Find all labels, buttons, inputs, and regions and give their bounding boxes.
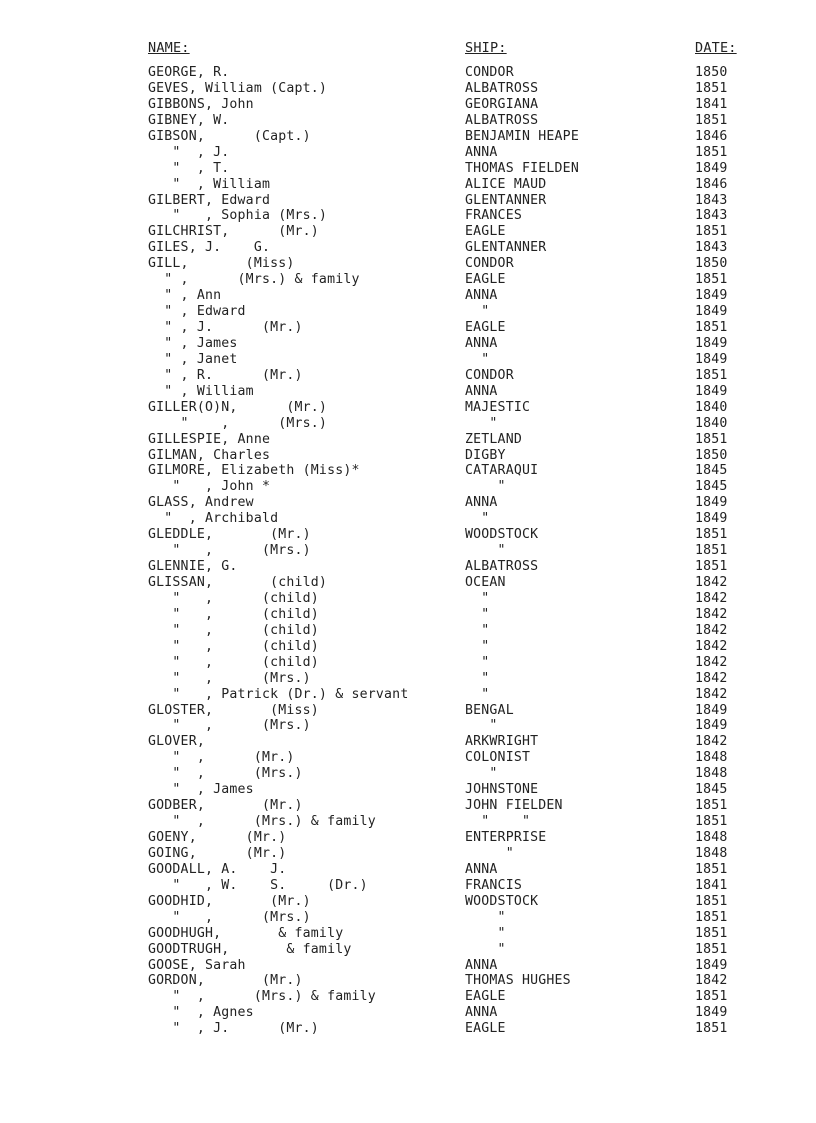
- ship-name: ANNA: [465, 288, 498, 304]
- ship-name: FRANCES: [465, 208, 522, 224]
- passenger-name: " , (Mrs.) & family: [148, 814, 376, 830]
- table-row: [0, 463, 816, 479]
- ship-name: ": [465, 766, 498, 782]
- table-row: [0, 543, 816, 559]
- ship-name: WOODSTOCK: [465, 893, 539, 909]
- ship-name: DIGBY: [465, 447, 506, 463]
- arrival-date: 1851: [695, 925, 728, 941]
- arrival-date: 1842: [695, 670, 728, 686]
- passenger-name: GIBSON, (Capt.): [148, 128, 311, 144]
- passenger-name: GOODHID, (Mr.): [148, 893, 311, 909]
- arrival-date: 1851: [695, 559, 728, 575]
- table-row: [0, 145, 816, 161]
- arrival-date: 1842: [695, 686, 728, 702]
- passenger-name: GOING, (Mr.): [148, 845, 287, 861]
- arrival-date: 1849: [695, 304, 728, 320]
- arrival-date: 1840: [695, 399, 728, 415]
- table-row: [0, 607, 816, 623]
- passenger-name: GOODTRUGH, & family: [148, 941, 352, 957]
- passenger-name: " , (Mrs.): [148, 543, 311, 559]
- arrival-date: 1851: [695, 272, 728, 288]
- passenger-name: GILMORE, Elizabeth (Miss)*: [148, 463, 360, 479]
- ship-name: ": [465, 654, 490, 670]
- arrival-date: 1849: [695, 718, 728, 734]
- ship-name: THOMAS HUGHES: [465, 973, 571, 989]
- table-row: [0, 336, 816, 352]
- table-row: [0, 814, 816, 830]
- arrival-date: 1851: [695, 431, 728, 447]
- table-row: [0, 989, 816, 1005]
- arrival-date: 1851: [695, 798, 728, 814]
- table-row: [0, 782, 816, 798]
- ship-name: ": [465, 543, 506, 559]
- table-row: [0, 910, 816, 926]
- arrival-date: 1851: [695, 80, 728, 96]
- passenger-name: " , (Mrs.): [148, 415, 328, 431]
- arrival-date: 1849: [695, 511, 728, 527]
- arrival-date: 1850: [695, 65, 728, 80]
- passenger-name: " , (Mrs.): [148, 766, 303, 782]
- passenger-name: " , T.: [148, 160, 230, 176]
- arrival-date: 1851: [695, 861, 728, 877]
- arrival-date: 1843: [695, 192, 728, 208]
- passenger-name: " , W. S. (Dr.): [148, 877, 368, 893]
- arrival-date: 1851: [695, 144, 728, 160]
- arrival-date: 1849: [695, 351, 728, 367]
- passenger-name: GILBERT, Edward: [148, 192, 271, 208]
- passenger-name: GEVES, William (Capt.): [148, 80, 328, 96]
- arrival-date: 1851: [695, 814, 728, 830]
- passenger-name: GLEDDLE, (Mr.): [148, 527, 311, 543]
- passenger-name: " , Janet: [148, 351, 238, 367]
- table-row: [0, 177, 816, 193]
- ship-name: EAGLE: [465, 989, 506, 1005]
- table-row: [0, 129, 816, 145]
- table-row: [0, 671, 816, 687]
- passenger-name: " , William: [148, 176, 271, 192]
- ship-name: GLENTANNER: [465, 240, 547, 256]
- ship-name: BENJAMIN HEAPE: [465, 128, 579, 144]
- table-row: [0, 734, 816, 750]
- ship-name: ": [465, 590, 490, 606]
- arrival-date: 1840: [695, 415, 728, 431]
- passenger-name: " , Edward: [148, 304, 246, 320]
- passenger-name: " , William: [148, 383, 254, 399]
- arrival-date: 1842: [695, 973, 728, 989]
- passenger-name: GILLER(O)N, (Mr.): [148, 399, 328, 415]
- table-row: [0, 256, 816, 272]
- arrival-date: 1842: [695, 606, 728, 622]
- passenger-name: " , (child): [148, 590, 319, 606]
- table-row: [0, 798, 816, 814]
- table-row: [0, 894, 816, 910]
- table-row: [0, 432, 816, 448]
- ship-name: ": [465, 925, 506, 941]
- arrival-date: 1848: [695, 830, 728, 845]
- ship-name: ENTERPRISE: [465, 830, 547, 845]
- arrival-date: 1851: [695, 543, 728, 559]
- ship-name: ": [465, 622, 490, 638]
- passenger-name: " , J. (Mr.): [148, 320, 303, 335]
- ship-name: ": [465, 670, 490, 686]
- ship-name: ANNA: [465, 335, 498, 351]
- arrival-date: 1851: [695, 367, 728, 383]
- arrival-date: 1851: [695, 320, 728, 335]
- passenger-name: " , J.: [148, 144, 230, 160]
- table-row: [0, 224, 816, 240]
- date-column-header: DATE:: [695, 40, 737, 56]
- arrival-date: 1849: [695, 957, 728, 973]
- ship-name: JOHN FIELDEN: [465, 798, 563, 814]
- table-row: [0, 846, 816, 862]
- table-row: [0, 416, 816, 432]
- table-row: [0, 495, 816, 511]
- ship-name: EAGLE: [465, 320, 506, 335]
- ship-name: ": [465, 909, 506, 925]
- passenger-name: GILES, J. G.: [148, 240, 271, 256]
- ship-name: ANNA: [465, 495, 498, 511]
- passenger-name: GOOSE, Sarah: [148, 957, 246, 973]
- ship-name: OCEAN: [465, 575, 506, 590]
- passenger-name: GODBER, (Mr.): [148, 798, 303, 814]
- ship-name: ": [465, 845, 514, 861]
- arrival-date: 1849: [695, 335, 728, 351]
- passenger-name: GILMAN, Charles: [148, 447, 271, 463]
- passenger-list: [0, 65, 816, 1037]
- ship-name: ": [465, 638, 490, 654]
- table-row: [0, 384, 816, 400]
- arrival-date: 1850: [695, 256, 728, 272]
- passenger-name: " , Sophia (Mrs.): [148, 208, 328, 224]
- arrival-date: 1842: [695, 734, 728, 750]
- table-row: [0, 878, 816, 894]
- arrival-date: 1849: [695, 702, 728, 718]
- ship-name: ANNA: [465, 957, 498, 973]
- arrival-date: 1843: [695, 240, 728, 256]
- table-row: [0, 288, 816, 304]
- arrival-date: 1841: [695, 96, 728, 112]
- ship-name: ALBATROSS: [465, 112, 539, 128]
- table-row: [0, 687, 816, 703]
- table-row: [0, 97, 816, 113]
- passenger-name: " , (Mrs.) & family: [148, 272, 360, 288]
- table-row: [0, 527, 816, 543]
- table-row: [0, 193, 816, 209]
- table-row: [0, 161, 816, 177]
- passenger-name: " , James: [148, 335, 238, 351]
- ship-name: CONDOR: [465, 256, 514, 272]
- table-row: [0, 320, 816, 336]
- ship-name: ANNA: [465, 383, 498, 399]
- table-row: [0, 479, 816, 495]
- table-row: [0, 304, 816, 320]
- passenger-name: " , Patrick (Dr.) & servant: [148, 686, 409, 702]
- arrival-date: 1842: [695, 638, 728, 654]
- ship-name: ZETLAND: [465, 431, 522, 447]
- ship-name: GEORGIANA: [465, 96, 539, 112]
- arrival-date: 1845: [695, 463, 728, 479]
- arrival-date: 1849: [695, 160, 728, 176]
- table-row: [0, 352, 816, 368]
- table-row: [0, 926, 816, 942]
- ship-name: ": [465, 479, 506, 495]
- ship-name: ": [465, 941, 506, 957]
- arrival-date: 1842: [695, 654, 728, 670]
- passenger-name: " , (child): [148, 638, 319, 654]
- arrival-date: 1851: [695, 893, 728, 909]
- passenger-name: " , (Mr.): [148, 750, 295, 766]
- table-row: [0, 511, 816, 527]
- passenger-name: GLOSTER, (Miss): [148, 702, 319, 718]
- passenger-name: GIBBONS, John: [148, 96, 254, 112]
- passenger-name: GEORGE, R.: [148, 65, 230, 80]
- arrival-date: 1851: [695, 941, 728, 957]
- passenger-name: GOODALL, A. J.: [148, 861, 287, 877]
- passenger-name: " , (Mrs.): [148, 670, 311, 686]
- ship-name: THOMAS FIELDEN: [465, 160, 579, 176]
- table-row: [0, 623, 816, 639]
- ship-name: ": [465, 511, 490, 527]
- ship-name: ANNA: [465, 861, 498, 877]
- ship-name: " ": [465, 814, 531, 830]
- arrival-date: 1849: [695, 288, 728, 304]
- arrival-date: 1841: [695, 877, 728, 893]
- passenger-name: GILLESPIE, Anne: [148, 431, 271, 447]
- passenger-name: GIBNEY, W.: [148, 112, 230, 128]
- ship-name: ANNA: [465, 1005, 498, 1021]
- table-row: [0, 400, 816, 416]
- ship-name: CONDOR: [465, 367, 514, 383]
- ship-name: ALBATROSS: [465, 80, 539, 96]
- table-row: [0, 81, 816, 97]
- arrival-date: 1846: [695, 128, 728, 144]
- arrival-date: 1848: [695, 766, 728, 782]
- ship-name: ": [465, 415, 498, 431]
- ship-name: ANNA: [465, 144, 498, 160]
- table-row: [0, 240, 816, 256]
- arrival-date: 1849: [695, 495, 728, 511]
- ship-name: GLENTANNER: [465, 192, 547, 208]
- passenger-name: " , (Mrs.) & family: [148, 989, 376, 1005]
- passenger-name: GILCHRIST, (Mr.): [148, 224, 319, 240]
- ship-name: WOODSTOCK: [465, 527, 539, 543]
- passenger-name: " , Ann: [148, 288, 222, 304]
- passenger-name: GLASS, Andrew: [148, 495, 254, 511]
- table-row: [0, 973, 816, 989]
- arrival-date: 1842: [695, 590, 728, 606]
- table-row: [0, 559, 816, 575]
- passenger-name: GLOVER,: [148, 734, 205, 750]
- passenger-name: " , (child): [148, 654, 319, 670]
- passenger-name: GOODHUGH, & family: [148, 925, 344, 941]
- table-row: [0, 655, 816, 671]
- arrival-date: 1842: [695, 575, 728, 590]
- passenger-name: GILL, (Miss): [148, 256, 295, 272]
- table-row: [0, 639, 816, 655]
- table-row: [0, 766, 816, 782]
- table-row: [0, 1005, 816, 1021]
- arrival-date: 1851: [695, 1021, 728, 1037]
- table-row: [0, 718, 816, 734]
- passenger-name: " , J. (Mr.): [148, 1021, 319, 1037]
- arrival-date: 1850: [695, 447, 728, 463]
- name-column-header: NAME:: [148, 40, 190, 56]
- table-row: [0, 272, 816, 288]
- ship-name: BENGAL: [465, 702, 514, 718]
- passenger-name: GOENY, (Mr.): [148, 830, 287, 845]
- table-row: [0, 368, 816, 384]
- passenger-name: GORDON, (Mr.): [148, 973, 303, 989]
- passenger-name: " , (Mrs.): [148, 718, 311, 734]
- arrival-date: 1849: [695, 383, 728, 399]
- passenger-name: " , James: [148, 782, 254, 798]
- table-row: [0, 448, 816, 464]
- passenger-name: " , (child): [148, 622, 319, 638]
- arrival-date: 1851: [695, 527, 728, 543]
- passenger-name: GLENNIE, G.: [148, 559, 238, 575]
- ship-name: ": [465, 686, 490, 702]
- table-row: [0, 703, 816, 719]
- ship-name: ": [465, 606, 490, 622]
- ship-name: ": [465, 351, 490, 367]
- arrival-date: 1848: [695, 845, 728, 861]
- table-row: [0, 208, 816, 224]
- table-row: [0, 591, 816, 607]
- arrival-date: 1851: [695, 909, 728, 925]
- passenger-name: " , (child): [148, 606, 319, 622]
- passenger-name: " , John *: [148, 479, 271, 495]
- passenger-name: " , Archibald: [148, 511, 279, 527]
- table-row: [0, 1021, 816, 1037]
- arrival-date: 1846: [695, 176, 728, 192]
- ship-name: FRANCIS: [465, 877, 522, 893]
- arrival-date: 1842: [695, 622, 728, 638]
- ship-name: EAGLE: [465, 224, 506, 240]
- ship-name: MAJESTIC: [465, 399, 531, 415]
- ship-name: JOHNSTONE: [465, 782, 539, 798]
- arrival-date: 1843: [695, 208, 728, 224]
- table-row: [0, 575, 816, 591]
- ship-name: EAGLE: [465, 1021, 506, 1037]
- table-row: [0, 958, 816, 974]
- arrival-date: 1845: [695, 479, 728, 495]
- table-row: [0, 750, 816, 766]
- arrival-date: 1851: [695, 989, 728, 1005]
- ship-name: ARKWRIGHT: [465, 734, 539, 750]
- column-headers: [0, 40, 816, 60]
- ship-name: CONDOR: [465, 65, 514, 80]
- ship-name: ALICE MAUD: [465, 176, 547, 192]
- ship-name: CATARAQUI: [465, 463, 539, 479]
- passenger-name: GLISSAN, (child): [148, 575, 328, 590]
- table-row: [0, 862, 816, 878]
- table-row: [0, 113, 816, 129]
- table-row: [0, 65, 816, 81]
- arrival-date: 1848: [695, 750, 728, 766]
- passenger-name: " , (Mrs.): [148, 909, 311, 925]
- ship-name: EAGLE: [465, 272, 506, 288]
- arrival-date: 1851: [695, 112, 728, 128]
- arrival-date: 1851: [695, 224, 728, 240]
- ship-name: COLONIST: [465, 750, 531, 766]
- ship-column-header: SHIP:: [465, 40, 507, 56]
- ship-name: ": [465, 718, 498, 734]
- ship-name: ": [465, 304, 490, 320]
- passenger-name: " , Agnes: [148, 1005, 254, 1021]
- table-row: [0, 830, 816, 846]
- passenger-name: " , R. (Mr.): [148, 367, 303, 383]
- arrival-date: 1845: [695, 782, 728, 798]
- arrival-date: 1849: [695, 1005, 728, 1021]
- table-row: [0, 942, 816, 958]
- ship-name: ALBATROSS: [465, 559, 539, 575]
